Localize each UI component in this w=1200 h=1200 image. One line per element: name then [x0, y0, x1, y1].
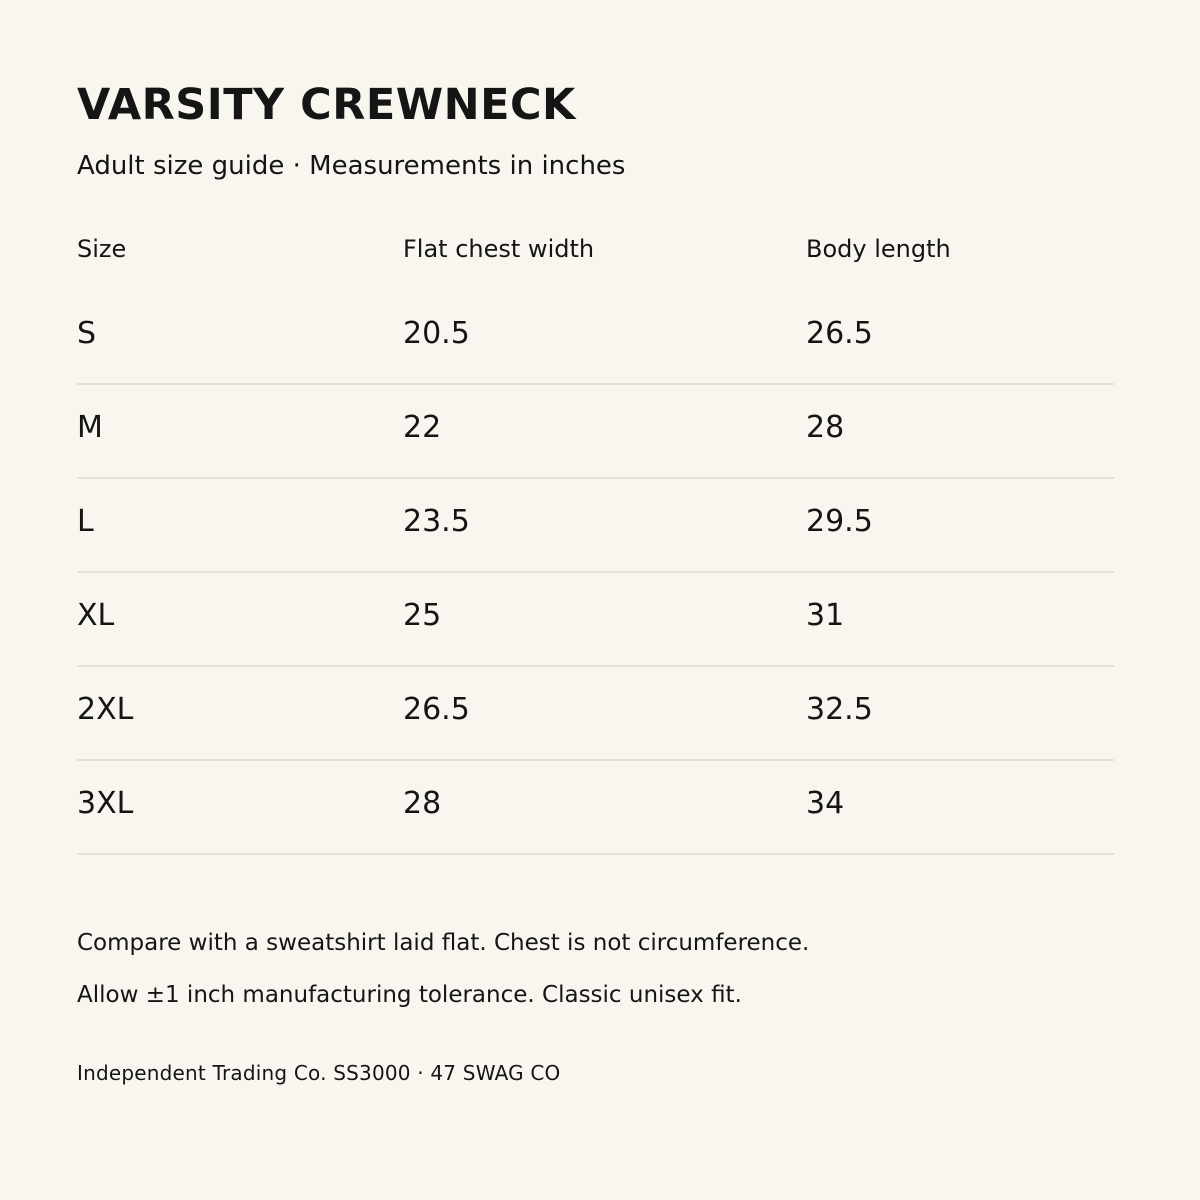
table-row — [77, 573, 1114, 667]
body-length-cell: 28 — [806, 410, 845, 445]
page-subtitle: Adult size guide · Measurements in inches — [77, 151, 626, 181]
table-row — [77, 667, 1114, 761]
tolerance-note: Allow ±1 inch manufacturing tolerance. Classic unisex fit. — [77, 982, 742, 1008]
size-cell: M — [77, 410, 103, 445]
chest-width-cell: 26.5 — [403, 692, 470, 727]
body-length-cell: 29.5 — [806, 504, 873, 539]
body-length-cell: 26.5 — [806, 316, 873, 351]
chest-width-cell: 28 — [403, 786, 442, 821]
footer-brand: Independent Trading Co. SS3000 · 47 SWAG CO — [77, 1061, 561, 1085]
chest-width-cell: 20.5 — [403, 316, 470, 351]
body-length-cell: 32.5 — [806, 692, 873, 727]
size-table — [77, 229, 1114, 855]
size-cell: XL — [77, 598, 115, 633]
size-cell: 3XL — [77, 786, 134, 821]
body-length-cell: 31 — [806, 598, 845, 633]
chest-width-cell: 23.5 — [403, 504, 470, 539]
size-cell: 2XL — [77, 692, 134, 727]
chest-width-cell: 25 — [403, 598, 442, 633]
size-cell: S — [77, 316, 97, 351]
size-cell: L — [77, 504, 94, 539]
measurement-note: Compare with a sweatshirt laid flat. Chest is not circumference. — [77, 930, 810, 956]
page-title: VARSITY CREWNECK — [77, 80, 576, 130]
chest-width-cell: 22 — [403, 410, 442, 445]
table-row — [77, 291, 1114, 385]
header-size: Size — [77, 235, 127, 263]
table-row — [77, 385, 1114, 479]
table-row — [77, 479, 1114, 573]
table-header-row — [77, 229, 1114, 271]
body-length-cell: 34 — [806, 786, 845, 821]
header-chest-width: Flat chest width — [403, 235, 595, 263]
table-row — [77, 761, 1114, 855]
table-body — [77, 291, 1114, 855]
header-body-length: Body length — [806, 235, 951, 263]
